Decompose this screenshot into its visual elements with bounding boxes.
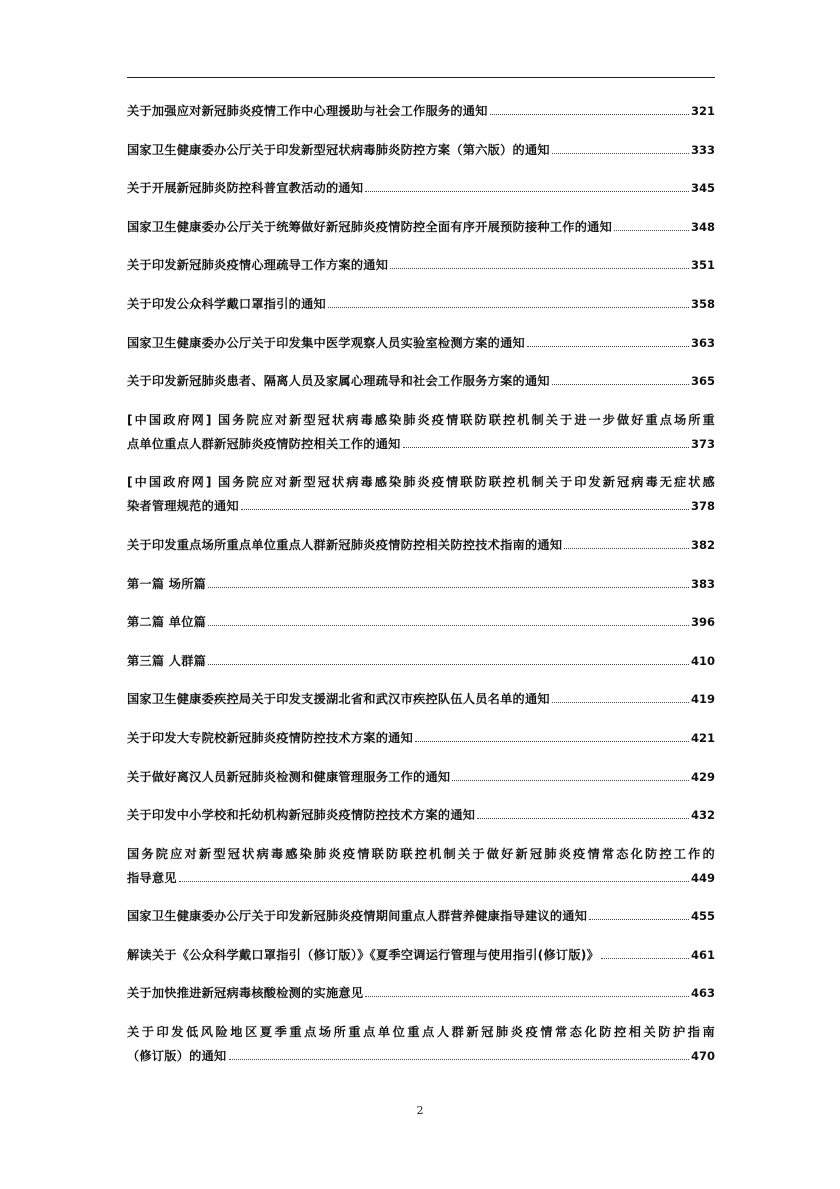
- toc-entry-title-line: 国务院应对新型冠状病毒感染肺炎疫情联防联控机制关于做好新冠肺炎疫情常态化防控工作的: [127, 846, 715, 861]
- toc-entry[interactable]: [127, 470, 715, 518]
- dot-leader: [552, 384, 689, 385]
- toc-entry-line: [127, 803, 715, 827]
- toc-entry[interactable]: [127, 331, 715, 355]
- toc-entry-page-number: 455: [690, 909, 715, 924]
- toc-entry-page-number: 410: [690, 653, 715, 668]
- toc-entry-page-number: 378: [690, 499, 715, 514]
- toc-entry-page-number: 396: [690, 615, 715, 630]
- toc-entry-line: [127, 610, 715, 634]
- dot-leader: [229, 1059, 689, 1060]
- toc-entry-page-number: 321: [690, 104, 715, 118]
- dot-leader: [208, 625, 689, 626]
- toc-entry-page-number: 383: [690, 576, 715, 591]
- toc-entry-page-number: 351: [690, 258, 715, 273]
- toc-entry-page-number: 421: [690, 730, 715, 745]
- page-number: 2: [416, 1104, 424, 1117]
- toc-entry-line: [127, 331, 715, 355]
- toc-entry-title: 关于加强应对新冠肺炎疫情工作中心理援助与社会工作服务的通知: [127, 104, 488, 118]
- toc-entry-line: [127, 572, 715, 596]
- toc-entry-title-line: 关于印发低风险地区夏季重点场所重点单位重点人群新冠肺炎疫情常态化防控相关防护指南: [127, 1025, 715, 1040]
- toc-entry-title: 第三篇 人群篇: [127, 653, 207, 668]
- toc-entry-title: 关于印发重点场所重点单位重点人群新冠肺炎疫情防控相关防控技术指南的通知: [127, 537, 563, 552]
- toc-entry-page-number: 373: [690, 436, 715, 451]
- toc-entry-title: 国家卫生健康委办公厅关于印发新型冠状病毒肺炎防控方案（第六版）的通知: [127, 142, 550, 157]
- dot-leader: [241, 509, 689, 510]
- toc-entry-title: 国家卫生健康委办公厅关于统筹做好新冠肺炎疫情防控全面有序开展预防接种工作的通知: [127, 219, 613, 234]
- toc-entry-page-number: 358: [690, 296, 715, 311]
- dot-leader: [601, 958, 689, 959]
- toc-entry[interactable]: [127, 765, 715, 789]
- toc-entry-line: [127, 253, 715, 277]
- toc-entry-line: [127, 138, 715, 162]
- toc-entry[interactable]: [127, 904, 715, 928]
- toc-entry-page-number: 449: [690, 870, 715, 885]
- toc-entry[interactable]: [127, 1020, 715, 1068]
- toc-entry[interactable]: [127, 943, 715, 967]
- toc-entry-line: [127, 369, 715, 393]
- dot-leader: [614, 230, 689, 231]
- dot-leader: [208, 587, 689, 588]
- toc-entry-page-number: 365: [690, 374, 715, 389]
- toc-entry-title: 关于印发中小学校和托幼机构新冠肺炎疫情防控技术方案的通知: [127, 808, 476, 823]
- toc-entry-title: 关于印发新冠肺炎患者、隔离人员及家属心理疏导和社会工作服务方案的通知: [127, 374, 550, 389]
- toc-entry-page-number: 333: [690, 142, 715, 157]
- toc-entry-page-number: 345: [690, 181, 715, 196]
- toc-entry[interactable]: [127, 687, 715, 711]
- dot-leader: [477, 818, 689, 819]
- toc-entry-title: 指导意见: [127, 870, 177, 885]
- toc-entry-page-number: 432: [690, 808, 715, 823]
- toc-entry-title: 染者管理规范的通知: [127, 499, 239, 514]
- toc-entry[interactable]: [127, 369, 715, 393]
- dot-leader: [527, 346, 689, 347]
- toc-entry-title: 关于加快推进新冠病毒核酸检测的实施意见: [127, 986, 364, 1001]
- toc-entry-line: [127, 494, 715, 518]
- toc-entry[interactable]: [127, 176, 715, 200]
- toc-entry-line: [127, 904, 715, 928]
- toc-entry-title: 国家卫生健康委办公厅关于印发集中医学观察人员实验室检测方案的通知: [127, 335, 525, 350]
- toc-entry-title: 第一篇 场所篇: [127, 576, 207, 591]
- table-of-contents: [127, 99, 715, 1083]
- toc-entry-line: [127, 866, 715, 890]
- toc-entry-title: 关于印发公众科学戴口罩指引的通知: [127, 296, 326, 311]
- toc-entry-title-line: [中国政府网] 国务院应对新型冠状病毒感染肺炎疫情联防联控机制关于印发新冠病毒无症状感: [127, 475, 715, 490]
- toc-entry[interactable]: [127, 726, 715, 750]
- toc-entry-line: [127, 215, 715, 239]
- toc-entry-line: [127, 1044, 715, 1068]
- toc-entry[interactable]: [127, 138, 715, 162]
- toc-entry-line: [127, 432, 715, 456]
- toc-entry[interactable]: [127, 292, 715, 316]
- toc-entry-title: 关于印发新冠肺炎疫情心理疏导工作方案的通知: [127, 258, 389, 273]
- toc-entry-page-number: 470: [690, 1049, 715, 1064]
- toc-entry-line: [127, 687, 715, 711]
- toc-entry-title: 国家卫生健康委疾控局关于印发支援湖北省和武汉市疾控队伍人员名单的通知: [127, 692, 550, 707]
- dot-leader: [589, 919, 689, 920]
- toc-entry-page-number: 348: [690, 219, 715, 234]
- toc-entry-page-number: 419: [690, 692, 715, 707]
- toc-entry[interactable]: [127, 215, 715, 239]
- toc-entry-line: [127, 765, 715, 789]
- toc-entry[interactable]: [127, 981, 715, 1005]
- toc-entry-line: [127, 533, 715, 557]
- header-rule: [127, 77, 715, 78]
- toc-entry-title: 关于做好离汉人员新冠肺炎检测和健康管理服务工作的通知: [127, 769, 451, 784]
- toc-entry-line: [127, 943, 715, 967]
- toc-entry[interactable]: [127, 610, 715, 634]
- dot-leader: [490, 114, 689, 115]
- dot-leader: [365, 191, 689, 192]
- toc-entry-title: 关于印发大专院校新冠肺炎疫情防控技术方案的通知: [127, 730, 414, 745]
- dot-leader: [452, 780, 689, 781]
- dot-leader: [179, 881, 689, 882]
- toc-entry-title-line: [中国政府网] 国务院应对新型冠状病毒感染肺炎疫情联防联控机制关于进一步做好重点场所重: [127, 412, 715, 427]
- toc-entry-line: [127, 981, 715, 1005]
- toc-entry-line: [127, 649, 715, 673]
- toc-entry-line: [127, 176, 715, 200]
- toc-entry-title: 第二篇 单位篇: [127, 615, 207, 630]
- toc-entry-title: 点单位重点人群新冠肺炎疫情防控相关工作的通知: [127, 436, 401, 451]
- toc-entry-line: [127, 726, 715, 750]
- toc-entry-title: 关于开展新冠肺炎防控科普宣教活动的通知: [127, 181, 364, 196]
- dot-leader: [328, 307, 689, 308]
- toc-entry-line: [127, 99, 715, 123]
- dot-leader: [415, 741, 689, 742]
- toc-entry-page-number: 429: [690, 769, 715, 784]
- dot-leader: [403, 447, 689, 448]
- dot-leader: [208, 664, 689, 665]
- toc-entry-line: [127, 292, 715, 316]
- toc-entry[interactable]: [127, 253, 715, 277]
- toc-entry-title: 国家卫生健康委办公厅关于印发新冠肺炎疫情期间重点人群营养健康指导建议的通知: [127, 909, 588, 924]
- toc-entry-page-number: 382: [690, 537, 715, 552]
- toc-entry-page-number: 363: [690, 335, 715, 350]
- dot-leader: [564, 548, 689, 549]
- toc-entry[interactable]: [127, 572, 715, 596]
- toc-entry[interactable]: [127, 649, 715, 673]
- toc-entry-page-number: 463: [690, 986, 715, 1001]
- toc-entry[interactable]: [127, 408, 715, 456]
- toc-entry[interactable]: [127, 803, 715, 827]
- toc-entry[interactable]: [127, 99, 715, 123]
- dot-leader: [390, 268, 689, 269]
- dot-leader: [552, 153, 689, 154]
- toc-entry-title: 解读关于《公众科学戴口罩指引（修订版）》《夏季空调运行管理与使用指引(修订版)》: [127, 947, 600, 962]
- dot-leader: [365, 996, 689, 997]
- toc-entry[interactable]: [127, 842, 715, 890]
- dot-leader: [552, 702, 689, 703]
- toc-entry-page-number: 461: [690, 947, 715, 962]
- toc-entry[interactable]: [127, 533, 715, 557]
- toc-entry-title: （修订版）的通知: [127, 1049, 227, 1064]
